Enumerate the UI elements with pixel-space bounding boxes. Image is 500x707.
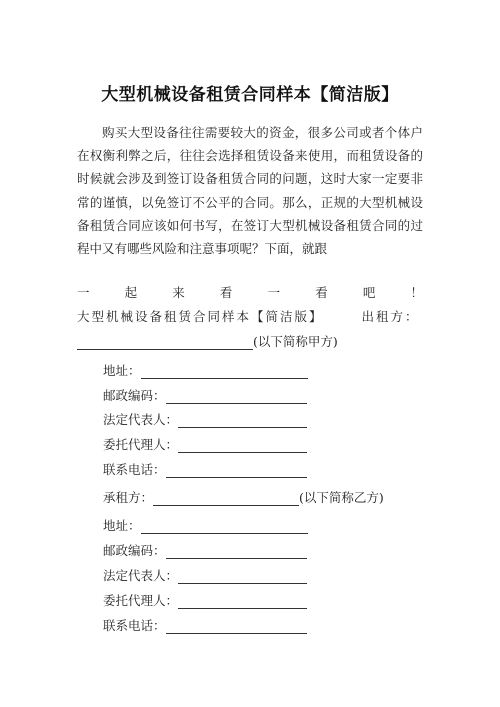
lessor-legal-rep-blank[interactable] bbox=[178, 414, 307, 428]
closing-char: 起 bbox=[124, 285, 138, 300]
lessor-postcode-line bbox=[103, 386, 449, 404]
field-label: 邮政编码： bbox=[103, 388, 166, 403]
field-label: 委托代理人： bbox=[103, 437, 179, 452]
lessee-agent-line bbox=[103, 591, 449, 609]
lessor-postcode-blank[interactable] bbox=[166, 390, 307, 404]
field-label: 邮政编码： bbox=[103, 543, 166, 558]
lessee-label: 承租方： bbox=[103, 490, 154, 505]
field-label: 地址： bbox=[103, 363, 141, 378]
field-label: 地址： bbox=[103, 518, 141, 533]
lessee-phone-line bbox=[103, 616, 449, 634]
closing-char: ！ bbox=[410, 285, 423, 300]
intro-paragraph: 购买大型设备往往需要较大的资金，很多公司或者个体户在权衡利弊之后，往往会选择租赁设备来使用，而租赁设备的时候就会涉及到签订设备租赁合同的问题，这时大家一定要非常的谨慎，以免签订不公平的合同。那么，正规的大型机械设备租赁合同应该如何书写，在签订大型机械设备租赁合同的过程中又有哪些风险和注意事项呢？下面，就跟 bbox=[77, 125, 423, 257]
lessor-name-blank[interactable] bbox=[77, 336, 253, 350]
lessee-note: (以下简称乙方) bbox=[299, 490, 384, 505]
lessor-legal-rep-line bbox=[103, 410, 449, 428]
intro-closing-line bbox=[77, 283, 423, 301]
lessee-legal-rep-blank[interactable] bbox=[178, 570, 307, 584]
lessor-note: (以下简称甲方) bbox=[253, 334, 338, 349]
field-label: 委托代理人： bbox=[103, 593, 179, 608]
closing-char: 一 bbox=[267, 285, 281, 300]
field-label: 联系电话： bbox=[103, 618, 166, 633]
lessor-label: 出租方： bbox=[361, 309, 420, 324]
doc-name-line bbox=[77, 307, 423, 325]
lessee-legal-rep-line bbox=[103, 566, 449, 584]
lessee-address-line bbox=[103, 516, 449, 534]
lessee-agent-blank[interactable] bbox=[178, 595, 307, 609]
lessor-agent-blank[interactable] bbox=[178, 439, 307, 453]
closing-char: 来 bbox=[172, 285, 185, 300]
field-label: 法定代表人： bbox=[103, 412, 179, 427]
document-title: 大型机械设备租赁合同样本【简洁版】 bbox=[101, 85, 399, 105]
lessee-phone-blank[interactable] bbox=[166, 620, 307, 634]
lessee-name-blank[interactable] bbox=[153, 492, 299, 506]
field-label: 联系电话： bbox=[103, 462, 166, 477]
lessor-address-line bbox=[103, 361, 449, 379]
lessor-phone-blank[interactable] bbox=[166, 464, 307, 478]
lessee-address-blank[interactable] bbox=[141, 520, 308, 534]
lessor-name-line bbox=[77, 332, 423, 350]
lessee-postcode-line bbox=[103, 541, 449, 559]
closing-char: 看 bbox=[219, 285, 233, 300]
closing-char: 吧 bbox=[362, 285, 376, 300]
closing-char: 看 bbox=[315, 285, 328, 300]
field-label: 法定代表人： bbox=[103, 568, 179, 583]
lessee-name-line bbox=[103, 488, 449, 506]
doc-name: 大型机械设备租赁合同样本【简洁版】 bbox=[77, 309, 324, 324]
lessor-agent-line bbox=[103, 435, 449, 453]
lessor-address-blank[interactable] bbox=[141, 365, 308, 379]
lessee-postcode-blank[interactable] bbox=[166, 545, 307, 559]
closing-char: 一 bbox=[77, 285, 90, 300]
lessor-phone-line bbox=[103, 460, 449, 478]
